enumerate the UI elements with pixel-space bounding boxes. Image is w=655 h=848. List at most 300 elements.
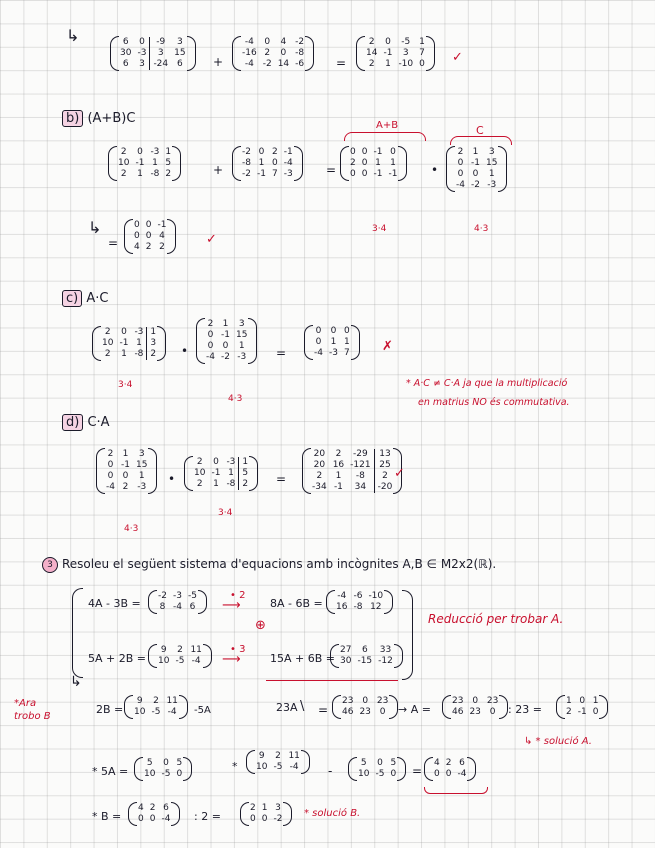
matrix-cell: -6 <box>295 59 305 69</box>
matrix-cell: -16 <box>242 48 257 58</box>
matrix-cell: 2 <box>159 242 165 252</box>
matrix-cell: 1 <box>213 479 219 489</box>
matrix-cell: -8 <box>242 158 251 168</box>
matrix-cell: 14 <box>366 48 378 58</box>
matrix-cell: 1 <box>239 457 251 468</box>
matrix-cell: 1 <box>385 59 391 69</box>
matrix-row <box>115 147 174 158</box>
matrix <box>356 36 435 71</box>
matrix-cell: 1 <box>419 37 425 47</box>
matrix-cell: 0 <box>315 337 322 347</box>
matrix-cell: 23 <box>486 696 499 706</box>
matrix-cell: 10 <box>158 656 170 666</box>
arrow-icon: ⟶ <box>222 652 241 667</box>
matrix-cell: -1 <box>119 338 129 348</box>
matrix-cell: -2 <box>295 37 305 47</box>
brace <box>450 136 512 145</box>
matrix-cell: 0 <box>419 59 425 69</box>
matrix-row <box>309 460 395 471</box>
reduction-brace <box>402 590 413 680</box>
equation-lhs: * B = <box>92 810 122 823</box>
multiplier: • 3 <box>230 644 246 655</box>
matrix-row <box>115 158 174 169</box>
cross-mark: ✗ <box>382 339 393 354</box>
matrix-cell: 4 <box>138 803 144 813</box>
matrix-row <box>355 769 399 780</box>
matrix-cell: -20 <box>374 482 395 493</box>
matrix-cell: 0 <box>122 471 129 481</box>
matrix-cell: 1 <box>330 337 337 347</box>
operator: - <box>328 764 333 778</box>
matrix-grid <box>247 803 285 825</box>
matrix-row <box>203 319 250 330</box>
matrix-cell: 7 <box>271 169 278 179</box>
matrix-row <box>363 48 428 59</box>
matrix-cell: 20 <box>313 449 326 459</box>
matrix-cell: 10 <box>144 769 156 779</box>
matrix-cell: 5 <box>360 758 367 768</box>
matrix-cell: 0 <box>137 147 143 157</box>
matrix-cell: -8 <box>150 169 160 179</box>
matrix-cell: 1 <box>343 337 350 347</box>
matrix-cell: 0 <box>361 158 368 168</box>
matrix-cell: 5 <box>390 758 397 768</box>
dimension-label: 4·3 <box>228 394 243 404</box>
matrix-cell: 15 <box>174 48 186 58</box>
matrix-row <box>135 814 173 825</box>
matrix-cell: 9 <box>136 696 143 706</box>
matrix-cell: -1 <box>373 147 383 157</box>
matrix-cell: 23 <box>452 696 464 706</box>
matrix-cell: -1 <box>470 158 480 168</box>
matrix <box>424 757 476 781</box>
matrix-row <box>347 158 400 169</box>
matrix-cell: 2 <box>350 158 356 168</box>
matrix-cell: -2 <box>273 814 283 824</box>
matrix-row <box>339 707 391 718</box>
matrix-cell: 0 <box>377 758 383 768</box>
strike-icon: \ <box>300 699 305 714</box>
matrix-row <box>141 758 185 769</box>
matrix <box>110 36 196 71</box>
exercise-number: 3 <box>42 557 58 573</box>
matrix-cell: 1 <box>258 158 265 168</box>
matrix-row <box>239 59 307 70</box>
matrix-grid <box>155 591 200 613</box>
matrix-row <box>131 231 169 242</box>
matrix-cell: 0 <box>592 707 599 717</box>
brace <box>344 132 426 141</box>
matrix-row <box>449 707 501 718</box>
matrix-cell: 0 <box>315 326 322 336</box>
matrix-row <box>309 482 395 493</box>
matrix-cell: -1 <box>135 158 145 168</box>
matrix-row <box>453 169 500 180</box>
matrix-cell: 0 <box>107 471 114 481</box>
matrix-cell: 4 <box>280 37 287 47</box>
matrix-cell: 0 <box>163 758 169 768</box>
matrix-cell: 11 <box>288 751 300 761</box>
matrix-cell: 1 <box>390 158 396 168</box>
matrix-grid <box>333 591 386 613</box>
matrix-cell: 1 <box>122 449 129 459</box>
matrix-cell: -4 <box>167 707 177 717</box>
matrix <box>304 325 360 360</box>
check-mark: ✓ <box>206 232 217 247</box>
matrix-cell: -4 <box>289 762 299 772</box>
matrix-cell: -8 <box>134 349 144 359</box>
matrix-cell: -4 <box>172 602 182 612</box>
matrix-cell: 0 <box>385 37 391 47</box>
matrix-cell: 2 <box>104 327 111 337</box>
matrix-cell: 33 <box>379 645 392 655</box>
matrix-cell: 46 <box>342 707 354 717</box>
matrix-row <box>131 242 169 253</box>
matrix-cell: 0 <box>134 231 140 241</box>
equation-term: -5A <box>194 705 211 716</box>
matrix <box>246 750 310 774</box>
matrix-cell: 1 <box>165 147 172 157</box>
matrix-row <box>311 326 353 337</box>
matrix-row <box>239 147 296 158</box>
multiplier: • 2 <box>230 590 246 601</box>
matrix-cell: 1 <box>335 471 342 481</box>
matrix-cell: 2 <box>196 457 203 467</box>
matrix-row <box>155 591 200 602</box>
matrix-cell: 0 <box>121 327 127 337</box>
hook-arrow-icon: ↳ <box>66 26 80 45</box>
matrix-cell: 2 <box>207 319 214 329</box>
matrix-cell: -4 <box>191 656 201 666</box>
matrix-cell: 0 <box>457 169 464 179</box>
matrix-cell: 0 <box>350 169 356 179</box>
matrix-cell: -8 <box>295 48 305 58</box>
matrix-cell: 1 <box>592 696 599 706</box>
matrix <box>92 326 166 361</box>
matrix-cell: -3 <box>137 48 147 58</box>
matrix-cell: 2 <box>165 169 172 179</box>
matrix-cell: -1 <box>283 147 293 157</box>
matrix <box>232 36 314 71</box>
matrix-cell: -4 <box>456 180 465 190</box>
reduction-note: Reducció per trobar A. <box>428 612 564 626</box>
matrix-row <box>103 471 150 482</box>
matrix-cell: 0 <box>489 707 496 717</box>
matrix-cell: -24 <box>150 59 171 70</box>
equation-lhs: 15A + 6B = <box>270 652 335 665</box>
matrix-grid <box>363 37 428 70</box>
matrix-cell: -6 <box>353 591 363 601</box>
matrix-row <box>203 330 250 341</box>
matrix-cell: 0 <box>472 169 479 179</box>
part-heading <box>62 290 108 307</box>
equation-term: : 2 = <box>194 810 221 823</box>
part-title: C·A <box>87 415 110 430</box>
matrix-row <box>363 37 428 48</box>
matrix-cell: 2 <box>316 471 323 481</box>
matrix-grid <box>311 326 353 359</box>
equation-lhs: 5A + 2B = <box>88 652 146 665</box>
brace-label: C <box>476 124 484 137</box>
matrix-cell: 10 <box>358 769 370 779</box>
matrix-cell: 6 <box>122 59 129 69</box>
matrix-cell: 0 <box>261 814 268 824</box>
matrix-cell: -1 <box>577 707 587 717</box>
matrix-row <box>311 337 353 348</box>
hook-arrow-icon: ↳ <box>70 674 82 690</box>
part-title: A·C <box>86 291 109 306</box>
matrix-cell: 0 <box>271 158 278 168</box>
matrix-cell: -29 <box>353 449 368 459</box>
matrix-row <box>563 696 601 707</box>
matrix-cell: 1 <box>138 471 145 481</box>
equation-lhs: 4A - 3B = <box>88 597 141 610</box>
matrix-cell: 0 <box>264 37 271 47</box>
matrix-cell: 25 <box>374 460 395 471</box>
matrix-cell: 2 <box>153 696 159 706</box>
matrix-row <box>563 707 601 718</box>
underline-brace <box>424 787 488 794</box>
matrix-cell: 1 <box>238 341 245 351</box>
hook-arrow-icon: ↳ <box>88 218 102 237</box>
matrix-cell: 2 <box>107 449 114 459</box>
matrix-cell: 23 <box>342 696 354 706</box>
matrix-row <box>103 460 150 471</box>
matrix <box>232 146 303 181</box>
matrix-row <box>337 656 396 667</box>
matrix-cell: -4 <box>106 482 115 492</box>
matrix-cell: 23 <box>376 696 389 706</box>
matrix-cell: -5 <box>151 707 161 717</box>
matrix <box>340 146 407 181</box>
part-title: (A+B)C <box>87 111 136 126</box>
matrix-cell: 6 <box>177 59 183 69</box>
matrix-cell: -5 <box>375 769 385 779</box>
matrix-cell: 1 <box>222 319 229 329</box>
matrix-cell: 10 <box>118 158 130 168</box>
matrix-cell: 1 <box>261 803 268 813</box>
matrix-grid <box>347 147 400 180</box>
matrix-grid <box>103 449 150 493</box>
matrix-row <box>239 37 307 48</box>
matrix-cell: 2 <box>147 349 159 360</box>
matrix-cell: 0 <box>207 341 214 351</box>
matrix-cell: 1 <box>488 169 495 179</box>
matrix-cell: 0 <box>213 457 219 467</box>
matrix-grid <box>337 645 396 667</box>
matrix-cell: 0 <box>176 769 183 779</box>
matrix <box>442 695 508 719</box>
matrix-cell: 11 <box>190 645 202 655</box>
matrix-cell: 34 <box>354 482 367 492</box>
matrix-cell: 2 <box>368 59 375 69</box>
matrix-row <box>99 327 159 338</box>
matrix-grid <box>131 220 169 253</box>
matrix <box>330 644 403 668</box>
matrix-cell: 23 <box>359 707 371 717</box>
note: en matrius NO és commutativa. <box>418 397 570 408</box>
matrix-cell: -34 <box>312 482 327 492</box>
matrix-cell: 30 <box>120 48 132 58</box>
matrix-cell: -12 <box>378 656 393 666</box>
matrix-grid <box>309 449 395 493</box>
matrix-row <box>141 769 185 780</box>
equation-term: → A = <box>398 703 431 716</box>
matrix-cell: 12 <box>370 602 382 612</box>
matrix-cell: 3 <box>138 449 145 459</box>
matrix-cell: 16 <box>336 602 348 612</box>
matrix <box>556 695 608 719</box>
matrix-cell: 0 <box>145 220 152 230</box>
matrix <box>446 146 507 192</box>
matrix-cell: 10 <box>134 707 146 717</box>
matrix-grid <box>449 696 501 718</box>
matrix-cell: 5 <box>239 468 251 479</box>
matrix-row <box>155 602 200 613</box>
matrix-row <box>253 762 303 773</box>
matrix <box>348 757 406 781</box>
part-label: c) <box>62 290 82 307</box>
matrix-cell: 10 <box>194 468 206 478</box>
matrix-cell: 0 <box>138 814 144 824</box>
matrix-cell: -8 <box>353 602 363 612</box>
matrix-cell: 3 <box>177 37 183 47</box>
matrix-cell: -5 <box>273 762 283 772</box>
plus-circle-icon: ⊕ <box>255 618 266 633</box>
matrix-cell: 1 <box>566 696 572 706</box>
matrix-cell: 2 <box>368 37 375 47</box>
matrix-cell: 3 <box>238 319 245 329</box>
equation-lhs: * 5A = <box>92 765 129 778</box>
dimension-label: 3·4 <box>218 508 233 518</box>
matrix-cell: 0 <box>250 814 256 824</box>
matrix-cell: 14 <box>277 59 290 69</box>
matrix-cell: 0 <box>222 341 229 351</box>
note: * A·C ≠ C·A ja que la multiplicació <box>406 378 568 389</box>
matrix-row <box>117 48 189 59</box>
matrix-cell: -3 <box>150 147 160 157</box>
matrix-row <box>115 169 174 180</box>
equation-lhs: 8A - 6B = <box>270 597 323 610</box>
matrix-cell: 5 <box>176 758 183 768</box>
dimension-label: 4·3 <box>124 524 139 534</box>
matrix-grid <box>99 327 159 360</box>
part-label: b) <box>62 110 83 127</box>
operator: * <box>232 760 238 773</box>
matrix-cell: 2 <box>457 147 464 157</box>
matrix-cell: 0 <box>350 147 356 157</box>
solution-note: * solució B. <box>304 808 361 819</box>
matrix-cell: 5 <box>165 158 172 168</box>
matrix-cell: -2 <box>470 180 480 190</box>
operator: • <box>168 472 176 486</box>
matrix-cell: 2 <box>374 471 395 482</box>
matrix-grid <box>117 37 189 70</box>
matrix <box>134 757 192 781</box>
matrix-cell: -121 <box>350 460 371 470</box>
matrix-cell: 2 <box>120 169 127 179</box>
matrix-cell: 23 <box>469 707 481 717</box>
matrix <box>326 590 393 614</box>
matrix-cell: -3 <box>226 457 236 467</box>
matrix-cell: 6 <box>189 602 196 612</box>
part-label: d) <box>62 414 83 431</box>
matrix-row <box>191 468 251 479</box>
operator: = <box>326 163 337 177</box>
matrix-cell: 2 <box>145 242 152 252</box>
matrix-cell: 0 <box>390 147 396 157</box>
matrix-cell: -2 <box>262 59 272 69</box>
matrix <box>332 695 398 719</box>
operator: = <box>412 764 423 778</box>
matrix-cell: -5 <box>187 591 197 601</box>
dimension-label: 3·4 <box>118 380 133 390</box>
matrix-cell: 2 <box>264 48 271 58</box>
matrix-row <box>99 338 159 349</box>
matrix-cell: -2 <box>158 591 167 601</box>
check-mark: ✓ <box>394 466 405 481</box>
matrix-grid <box>131 696 181 718</box>
matrix-grid <box>203 319 250 363</box>
matrix-cell: 6 <box>459 758 465 768</box>
matrix-cell: -3 <box>487 180 497 190</box>
matrix-row <box>131 220 169 231</box>
matrix-cell: -8 <box>226 479 236 489</box>
matrix-cell: -3 <box>283 169 293 179</box>
matrix-cell: 2 <box>335 449 342 459</box>
matrix-row <box>155 656 205 667</box>
matrix-cell: 2 <box>196 479 203 489</box>
matrix <box>184 456 258 491</box>
operator: = <box>108 236 119 250</box>
matrix-cell: 10 <box>256 762 268 772</box>
matrix-cell: 0 <box>379 707 386 717</box>
matrix-cell: -3 <box>137 482 147 492</box>
matrix-cell: 0 <box>107 460 114 470</box>
matrix-cell: 15 <box>485 158 498 168</box>
matrix-cell: -1 <box>220 330 230 340</box>
matrix-grid <box>115 147 174 180</box>
matrix-row <box>333 591 386 602</box>
matrix-cell: -1 <box>120 460 130 470</box>
matrix-row <box>117 37 189 48</box>
part-heading <box>62 414 110 431</box>
matrix-cell: 0 <box>258 147 265 157</box>
matrix-row <box>203 341 250 352</box>
matrix-grid <box>563 696 601 718</box>
matrix-row <box>155 645 205 656</box>
matrix-cell: 0 <box>361 169 368 179</box>
matrix-row <box>333 602 386 613</box>
matrix-row <box>131 696 181 707</box>
matrix-cell: 3 <box>147 338 159 349</box>
matrix-cell: 1 <box>375 158 381 168</box>
matrix-cell: 30 <box>340 656 352 666</box>
operator: = <box>276 346 287 360</box>
matrix <box>124 219 176 254</box>
matrix-cell: -3 <box>172 591 182 601</box>
matrix-row <box>355 758 399 769</box>
operator: + <box>213 55 224 69</box>
matrix-cell: 0 <box>280 48 287 58</box>
matrix-row <box>431 758 469 769</box>
matrix-cell: 6 <box>163 803 169 813</box>
matrix-row <box>309 471 395 482</box>
matrix-row <box>131 707 181 718</box>
matrix-cell: -8 <box>355 471 365 481</box>
matrix-cell: 1 <box>137 169 143 179</box>
matrix-row <box>247 814 285 825</box>
